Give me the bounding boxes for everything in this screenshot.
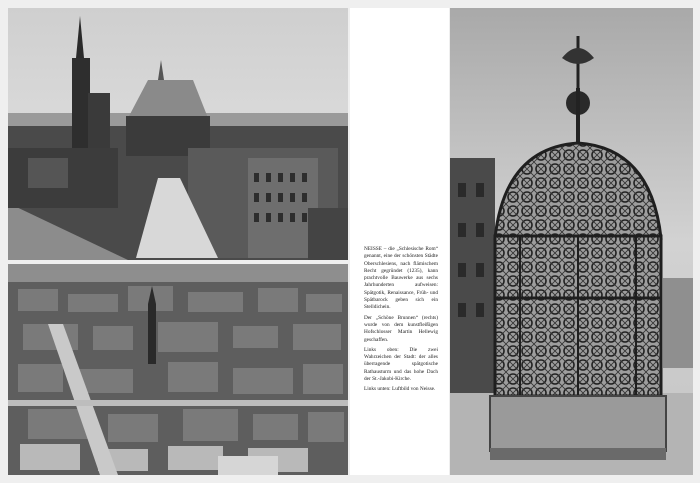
caption-paragraph: NEISSE – die „Schlesische Rom“ genannt, eine der schönsten Städte Oberschlesiens, nach flämischem Recht gegründet (1235), kann prachtvolle Bauwerke aus sechs Jahrhunderten aufweisen: Spätgotik, Renaissance, Früh- und Spätbarock geben sich ein Stelldichein.: [364, 246, 438, 311]
photo-aerial-view: [8, 264, 348, 475]
caption-paragraph: Der „Schöne Brunnen“ (rechts) wurde von dem kunstfleißigen Hofschlosser Martin Hellewig geschaffen.: [364, 314, 438, 343]
caption-paragraph: Links unten: Luftbild von Neisse.: [364, 386, 436, 393]
caption-column: [350, 8, 449, 475]
photo-wrought-iron-fountain-image: [450, 8, 693, 475]
caption-paragraph: Links oben: Die zwei Wahrzeichen der Stadt: der alles überragende spätgotische Rathausturm und das hohe Dach der St.-Jakobi-Kirche.: [364, 346, 438, 383]
photo-wrought-iron-fountain: [450, 8, 693, 475]
photo-town-hall-tower-and-church-image: [8, 8, 348, 260]
photo-caption: [364, 246, 438, 397]
photo-aerial-view-image: [8, 264, 348, 475]
photo-town-hall-tower-and-church: [8, 8, 348, 260]
